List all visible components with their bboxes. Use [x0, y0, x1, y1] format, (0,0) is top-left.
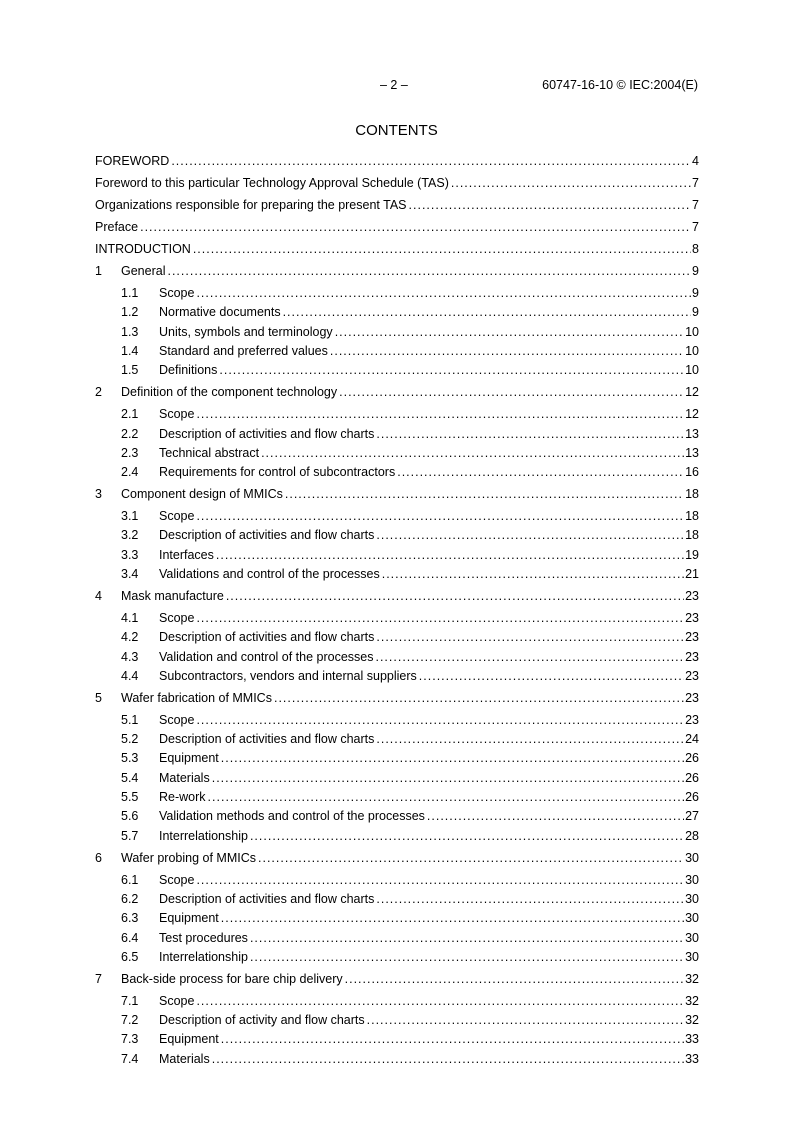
toc-entry-number: 1.1 [121, 286, 139, 300]
dot-leader [285, 487, 684, 502]
dot-leader [375, 650, 684, 665]
toc-entry-title: Re-work [159, 790, 206, 804]
toc-entry-number: 3.1 [121, 509, 139, 523]
toc-entry-title: Preface [95, 220, 139, 234]
dot-leader [171, 154, 691, 169]
toc-entry-page: 7 [692, 198, 699, 212]
toc-entry-page: 23 [685, 669, 699, 683]
toc-entry[interactable] [95, 730, 699, 747]
toc-entry-number: 6.2 [121, 892, 139, 906]
toc-entry-title: Test procedures [159, 931, 248, 945]
toc-entry-number: 6.3 [121, 911, 139, 925]
toc-entry[interactable] [95, 526, 699, 543]
toc-entry[interactable] [95, 565, 699, 582]
toc-entry-page: 21 [685, 567, 699, 581]
toc-entry-page: 24 [685, 732, 699, 746]
dot-leader [140, 220, 691, 235]
toc-entry[interactable] [95, 890, 699, 907]
toc-entry[interactable] [95, 849, 699, 866]
toc-entry[interactable] [95, 262, 699, 279]
toc-entry-number: 6.4 [121, 931, 139, 945]
dot-leader [367, 1013, 684, 1028]
toc-entry[interactable] [95, 196, 699, 213]
toc-entry-number: 4.4 [121, 669, 139, 683]
dot-leader [397, 465, 684, 480]
toc-entry-title: Interrelationship [159, 950, 248, 964]
toc-entry-page: 30 [685, 851, 699, 865]
toc-entry[interactable] [95, 323, 699, 340]
toc-entry[interactable] [95, 769, 699, 786]
dot-leader [196, 994, 684, 1009]
dot-leader [427, 809, 684, 824]
dot-leader [196, 873, 684, 888]
toc-entry[interactable] [95, 992, 699, 1009]
toc-entry-page: 28 [685, 829, 699, 843]
toc-entry-title: Foreword to this particular Technology Approval Schedule (TAS) [95, 176, 449, 190]
toc-entry[interactable] [95, 970, 699, 987]
toc-entry-number: 2 [95, 385, 102, 399]
dot-leader [376, 892, 684, 907]
toc-entry-page: 32 [685, 1013, 699, 1027]
dot-leader [196, 611, 684, 626]
toc-entry[interactable] [95, 342, 699, 359]
toc-entry-number: 6.1 [121, 873, 139, 887]
toc-entry-page: 9 [692, 305, 699, 319]
toc-entry-title: Standard and preferred values [159, 344, 328, 358]
toc-entry[interactable] [95, 929, 699, 946]
toc-entry-number: 2.1 [121, 407, 139, 421]
toc-entry-number: 1.5 [121, 363, 139, 377]
toc-entry-page: 9 [692, 286, 699, 300]
toc-entry[interactable] [95, 174, 699, 191]
toc-entry-title: Scope [159, 611, 195, 625]
toc-entry-number: 5.5 [121, 790, 139, 804]
dot-leader [196, 286, 691, 301]
toc-entry-title: Scope [159, 994, 195, 1008]
toc-entry-page: 26 [685, 771, 699, 785]
toc-entry-title: Wafer fabrication of MMICs [121, 691, 272, 705]
document-reference: 60747-16-10 © IEC:2004(E) [542, 78, 698, 92]
toc-entry[interactable] [95, 788, 699, 805]
dot-leader [283, 305, 691, 320]
toc-entry-title: Validations and control of the processes [159, 567, 380, 581]
toc-entry-number: 3 [95, 487, 102, 501]
toc-entry-title: Equipment [159, 911, 219, 925]
toc-entry-number: 5.2 [121, 732, 139, 746]
toc-entry-number: 5.3 [121, 751, 139, 765]
toc-entry-title: Validation methods and control of the processes [159, 809, 425, 823]
toc-entry-title: Description of activities and flow charts [159, 630, 375, 644]
toc-entry-title: Organizations responsible for preparing the present TAS [95, 198, 407, 212]
toc-entry[interactable] [95, 1030, 699, 1047]
toc-entry-page: 23 [685, 691, 699, 705]
toc-entry-title: Requirements for control of subcontractors [159, 465, 396, 479]
toc-entry-title: Definition of the component technology [121, 385, 338, 399]
dot-leader [258, 851, 684, 866]
toc-entry[interactable] [95, 609, 699, 626]
toc-entry[interactable] [95, 948, 699, 965]
toc-entry-title: Scope [159, 286, 195, 300]
toc-entry-page: 33 [685, 1052, 699, 1066]
toc-entry-page: 12 [685, 385, 699, 399]
dot-leader [212, 1052, 684, 1067]
toc-entry-page: 7 [692, 176, 699, 190]
dot-leader [382, 567, 684, 582]
toc-entry-page: 27 [685, 809, 699, 823]
dot-leader [330, 344, 684, 359]
dot-leader [226, 589, 684, 604]
toc-entry[interactable] [95, 711, 699, 728]
toc-entry-page: 9 [692, 264, 699, 278]
toc-entry[interactable] [95, 749, 699, 766]
toc-entry-title: Component design of MMICs [121, 487, 283, 501]
toc-entry-number: 1 [95, 264, 102, 278]
toc-entry-number: 5.7 [121, 829, 139, 843]
toc-entry-title: FOREWORD [95, 154, 170, 168]
toc-entry-number: 5 [95, 691, 102, 705]
toc-entry-number: 6 [95, 851, 102, 865]
toc-entry-title: Materials [159, 771, 210, 785]
toc-entry[interactable] [95, 827, 699, 844]
toc-entry-title: Description of activities and flow charts [159, 732, 375, 746]
toc-entry-title: Technical abstract [159, 446, 260, 460]
toc-entry[interactable] [95, 689, 699, 706]
toc-entry-title: Back-side process for bare chip delivery [121, 972, 343, 986]
toc-entry[interactable] [95, 218, 699, 235]
toc-entry[interactable] [95, 425, 699, 442]
toc-entry-page: 23 [685, 713, 699, 727]
toc-entry-page: 32 [685, 972, 699, 986]
toc-entry-title: Mask manufacture [121, 589, 224, 603]
toc-entry-page: 23 [685, 630, 699, 644]
toc-entry[interactable] [95, 405, 699, 422]
toc-entry-number: 3.2 [121, 528, 139, 542]
toc-entry-number: 3.4 [121, 567, 139, 581]
dot-leader [419, 669, 684, 684]
toc-entry[interactable] [95, 507, 699, 524]
toc-entry-number: 2.2 [121, 427, 139, 441]
toc-entry-title: Description of activities and flow charts [159, 427, 375, 441]
toc-entry-page: 30 [685, 911, 699, 925]
toc-entry[interactable] [95, 444, 699, 461]
toc-entry-page: 32 [685, 994, 699, 1008]
dot-leader [250, 829, 684, 844]
toc-entry-number: 2.4 [121, 465, 139, 479]
dot-leader [376, 732, 684, 747]
toc-entry-page: 30 [685, 873, 699, 887]
toc-entry-number: 7.3 [121, 1032, 139, 1046]
toc-entry-page: 7 [692, 220, 699, 234]
dot-leader [196, 407, 684, 422]
dot-leader [261, 446, 684, 461]
toc-entry[interactable] [95, 871, 699, 888]
toc-entry-page: 18 [685, 487, 699, 501]
toc-entry-page: 18 [685, 528, 699, 542]
toc-entry-number: 7.4 [121, 1052, 139, 1066]
toc-entry-page: 13 [685, 427, 699, 441]
toc-entry-number: 4.3 [121, 650, 139, 664]
dot-leader [409, 198, 692, 213]
toc-entry[interactable] [95, 807, 699, 824]
toc-entry[interactable] [95, 628, 699, 645]
toc-entry[interactable] [95, 240, 699, 257]
toc-entry-title: Definitions [159, 363, 218, 377]
toc-entry-title: Units, symbols and terminology [159, 325, 333, 339]
toc-entry-title: INTRODUCTION [95, 242, 191, 256]
toc-entry[interactable] [95, 667, 699, 684]
toc-entry[interactable] [95, 361, 699, 378]
toc-entry-number: 4 [95, 589, 102, 603]
toc-entry-title: Interrelationship [159, 829, 248, 843]
toc-entry-page: 10 [685, 325, 699, 339]
dot-leader [221, 1032, 684, 1047]
toc-entry-page: 10 [685, 363, 699, 377]
contents-title: CONTENTS [355, 122, 438, 139]
toc-entry[interactable] [95, 284, 699, 301]
toc-entry-title: Scope [159, 407, 195, 421]
toc-entry-title: Interfaces [159, 548, 214, 562]
toc-entry-number: 7.2 [121, 1013, 139, 1027]
toc-entry-number: 2.3 [121, 446, 139, 460]
dot-leader [345, 972, 684, 987]
toc-entry[interactable] [95, 485, 699, 502]
toc-entry-number: 1.4 [121, 344, 139, 358]
toc-entry-number: 5.1 [121, 713, 139, 727]
dot-leader [196, 509, 684, 524]
toc-entry-number: 1.2 [121, 305, 139, 319]
toc-entry-page: 12 [685, 407, 699, 421]
toc-entry-title: Equipment [159, 751, 219, 765]
toc-entry-title: Materials [159, 1052, 210, 1066]
toc-entry-number: 7.1 [121, 994, 139, 1008]
toc-entry-number: 5.4 [121, 771, 139, 785]
toc-entry[interactable] [95, 463, 699, 480]
dot-leader [451, 176, 691, 191]
dot-leader [193, 242, 691, 257]
toc-entry[interactable] [95, 909, 699, 926]
toc-entry-page: 23 [685, 650, 699, 664]
dot-leader [216, 548, 684, 563]
dot-leader [335, 325, 684, 340]
toc-entry-title: Description of activities and flow charts [159, 892, 375, 906]
toc-entry-number: 5.6 [121, 809, 139, 823]
toc-entry[interactable] [95, 1011, 699, 1028]
toc-entry-number: 3.3 [121, 548, 139, 562]
dot-leader [376, 427, 684, 442]
toc-entry-title: Equipment [159, 1032, 219, 1046]
running-header [0, 78, 793, 94]
toc-entry-page: 16 [685, 465, 699, 479]
toc-entry-page: 30 [685, 950, 699, 964]
dot-leader [250, 950, 684, 965]
dot-leader [221, 911, 684, 926]
page-number: – 2 – [380, 78, 408, 92]
dot-leader [208, 790, 685, 805]
toc-entry-page: 10 [685, 344, 699, 358]
toc-entry-number: 6.5 [121, 950, 139, 964]
toc-entry-page: 23 [685, 611, 699, 625]
toc-entry-page: 26 [685, 790, 699, 804]
toc-entry-number: 4.1 [121, 611, 139, 625]
toc-entry[interactable] [95, 1050, 699, 1067]
toc-entry-title: Scope [159, 509, 195, 523]
dot-leader [339, 385, 684, 400]
toc-entry-page: 26 [685, 751, 699, 765]
toc-entry-title: Description of activities and flow charts [159, 528, 375, 542]
dot-leader [376, 528, 684, 543]
toc-entry-title: Description of activity and flow charts [159, 1013, 365, 1027]
toc-entry[interactable] [95, 303, 699, 320]
toc-entry[interactable] [95, 546, 699, 563]
dot-leader [274, 691, 684, 706]
toc-entry-title: Wafer probing of MMICs [121, 851, 256, 865]
dot-leader [196, 713, 684, 728]
toc-entry[interactable] [95, 587, 699, 604]
toc-entry-page: 30 [685, 892, 699, 906]
toc-entry-page: 30 [685, 931, 699, 945]
dot-leader [376, 630, 684, 645]
toc-entry-page: 4 [692, 154, 699, 168]
toc-entry-page: 13 [685, 446, 699, 460]
toc-entry-page: 23 [685, 589, 699, 603]
toc-entry-title: Scope [159, 873, 195, 887]
toc-entry-page: 33 [685, 1032, 699, 1046]
toc-entry-title: Validation and control of the processes [159, 650, 374, 664]
toc-entry-page: 19 [685, 548, 699, 562]
dot-leader [221, 751, 684, 766]
dot-leader [167, 264, 691, 279]
toc-entry-title: Scope [159, 713, 195, 727]
toc-entry-number: 7 [95, 972, 102, 986]
dot-leader [219, 363, 684, 378]
toc-entry-title: Normative documents [159, 305, 281, 319]
toc-entry-title: General [121, 264, 166, 278]
toc-entry[interactable] [95, 648, 699, 665]
toc-entry-page: 8 [692, 242, 699, 256]
dot-leader [250, 931, 684, 946]
toc-entry-title: Subcontractors, vendors and internal suppliers [159, 669, 417, 683]
toc-entry-page: 18 [685, 509, 699, 523]
toc-entry-number: 4.2 [121, 630, 139, 644]
toc-entry[interactable] [95, 152, 699, 169]
toc-entry-number: 1.3 [121, 325, 139, 339]
dot-leader [212, 771, 684, 786]
toc-entry[interactable] [95, 383, 699, 400]
